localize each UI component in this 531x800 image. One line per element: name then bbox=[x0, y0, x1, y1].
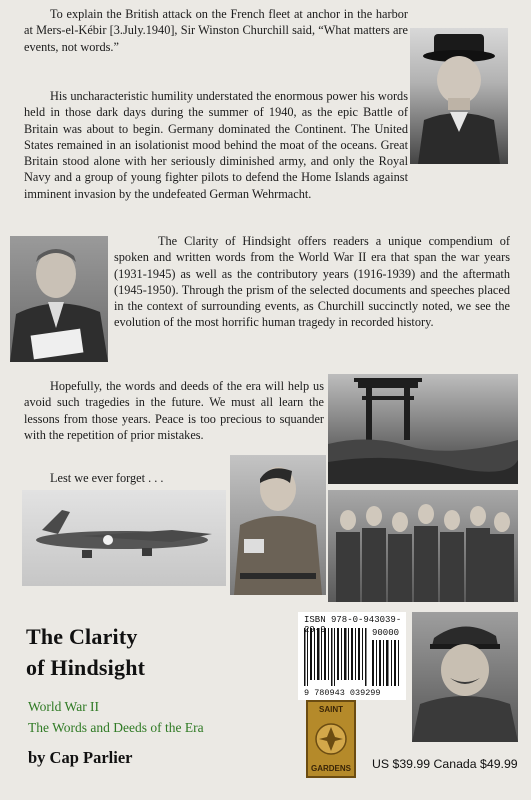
paragraph-5-block bbox=[50, 470, 250, 486]
price-text: US $39.99 Canada $49.99 bbox=[372, 757, 518, 771]
paragraph-2-block bbox=[24, 88, 408, 202]
publisher-logo bbox=[306, 700, 356, 778]
paragraph-1: To explain the British attack on the French fleet at anchor in the harbor at Mers-el-Kébir [3.July.1940], Sir Winston Churchill said, “What matters are events, not words.” bbox=[24, 7, 408, 54]
paragraph-4-block bbox=[24, 378, 324, 443]
barcode-panel bbox=[298, 612, 406, 700]
subtitle-block bbox=[28, 698, 288, 737]
author-block bbox=[28, 748, 133, 768]
title-block bbox=[26, 624, 266, 681]
ean-digits: 9 780943 039299 bbox=[304, 688, 381, 698]
isbn-label: ISBN 978-0-943039-29-9 bbox=[304, 615, 402, 635]
book-title-line-2: of Hindsight bbox=[26, 655, 146, 680]
stalin-photo bbox=[412, 612, 518, 742]
publisher-logo-bottom-text: GARDENS bbox=[310, 764, 351, 773]
paragraph-2: His uncharacteristic humility understated the enormous power his words held in those dark days during the summer of 1940, as the epic Battle of Britain was about to begin. Germany dominated the Continent. The United States remained in an isolationist mood behind the moat of the oceans. Great Britain stood alone with her seriously diminished army, and only the Royal Navy and a group of young fighter pilots to defend the Home Islands against imminent invasion by the undefeated German Wehrmacht. bbox=[24, 89, 408, 201]
bomber-plane-photo bbox=[22, 490, 226, 586]
hitler-photo bbox=[230, 455, 326, 595]
author-name: by Cap Parlier bbox=[28, 748, 133, 767]
eagle-emblem-icon bbox=[315, 719, 347, 759]
ruins-photo bbox=[328, 374, 518, 484]
paragraph-5: Lest we ever forget . . . bbox=[50, 471, 164, 485]
roosevelt-photo bbox=[10, 236, 108, 362]
book-title-line-1: The Clarity bbox=[26, 624, 138, 649]
publisher-logo-top-text: SAINT bbox=[319, 705, 343, 714]
prisoners-photo bbox=[328, 490, 518, 602]
churchill-photo bbox=[410, 28, 508, 164]
subtitle-line-1: World War II bbox=[28, 699, 100, 714]
ean-barcode-icon bbox=[304, 628, 368, 686]
paragraph-3-block bbox=[114, 233, 510, 331]
intro-text-block bbox=[24, 6, 408, 55]
paragraph-3: The Clarity of Hindsight offers readers a unique compendium of spoken and written words from the World War II era that span the war years (1931-1945) as well as the contributory years (1916-1939) and the aftermath (1945-1950). Through the prism of the selected documents and speeches placed in the context of surrounding events, as Churchill succinctly noted, we see the evolution of the most horrific human tragedy in recorded history. bbox=[114, 234, 510, 330]
subtitle-line-2: The Words and Deeds of the Era bbox=[28, 720, 204, 735]
price-code: 90000 bbox=[372, 628, 400, 638]
addon-barcode-icon bbox=[372, 640, 402, 686]
paragraph-4: Hopefully, the words and deeds of the era will help us avoid such tragedies in the future. We must all learn the lessons from those years. Peace is too precious to squander with the repetition of prior mistakes. bbox=[24, 379, 324, 442]
